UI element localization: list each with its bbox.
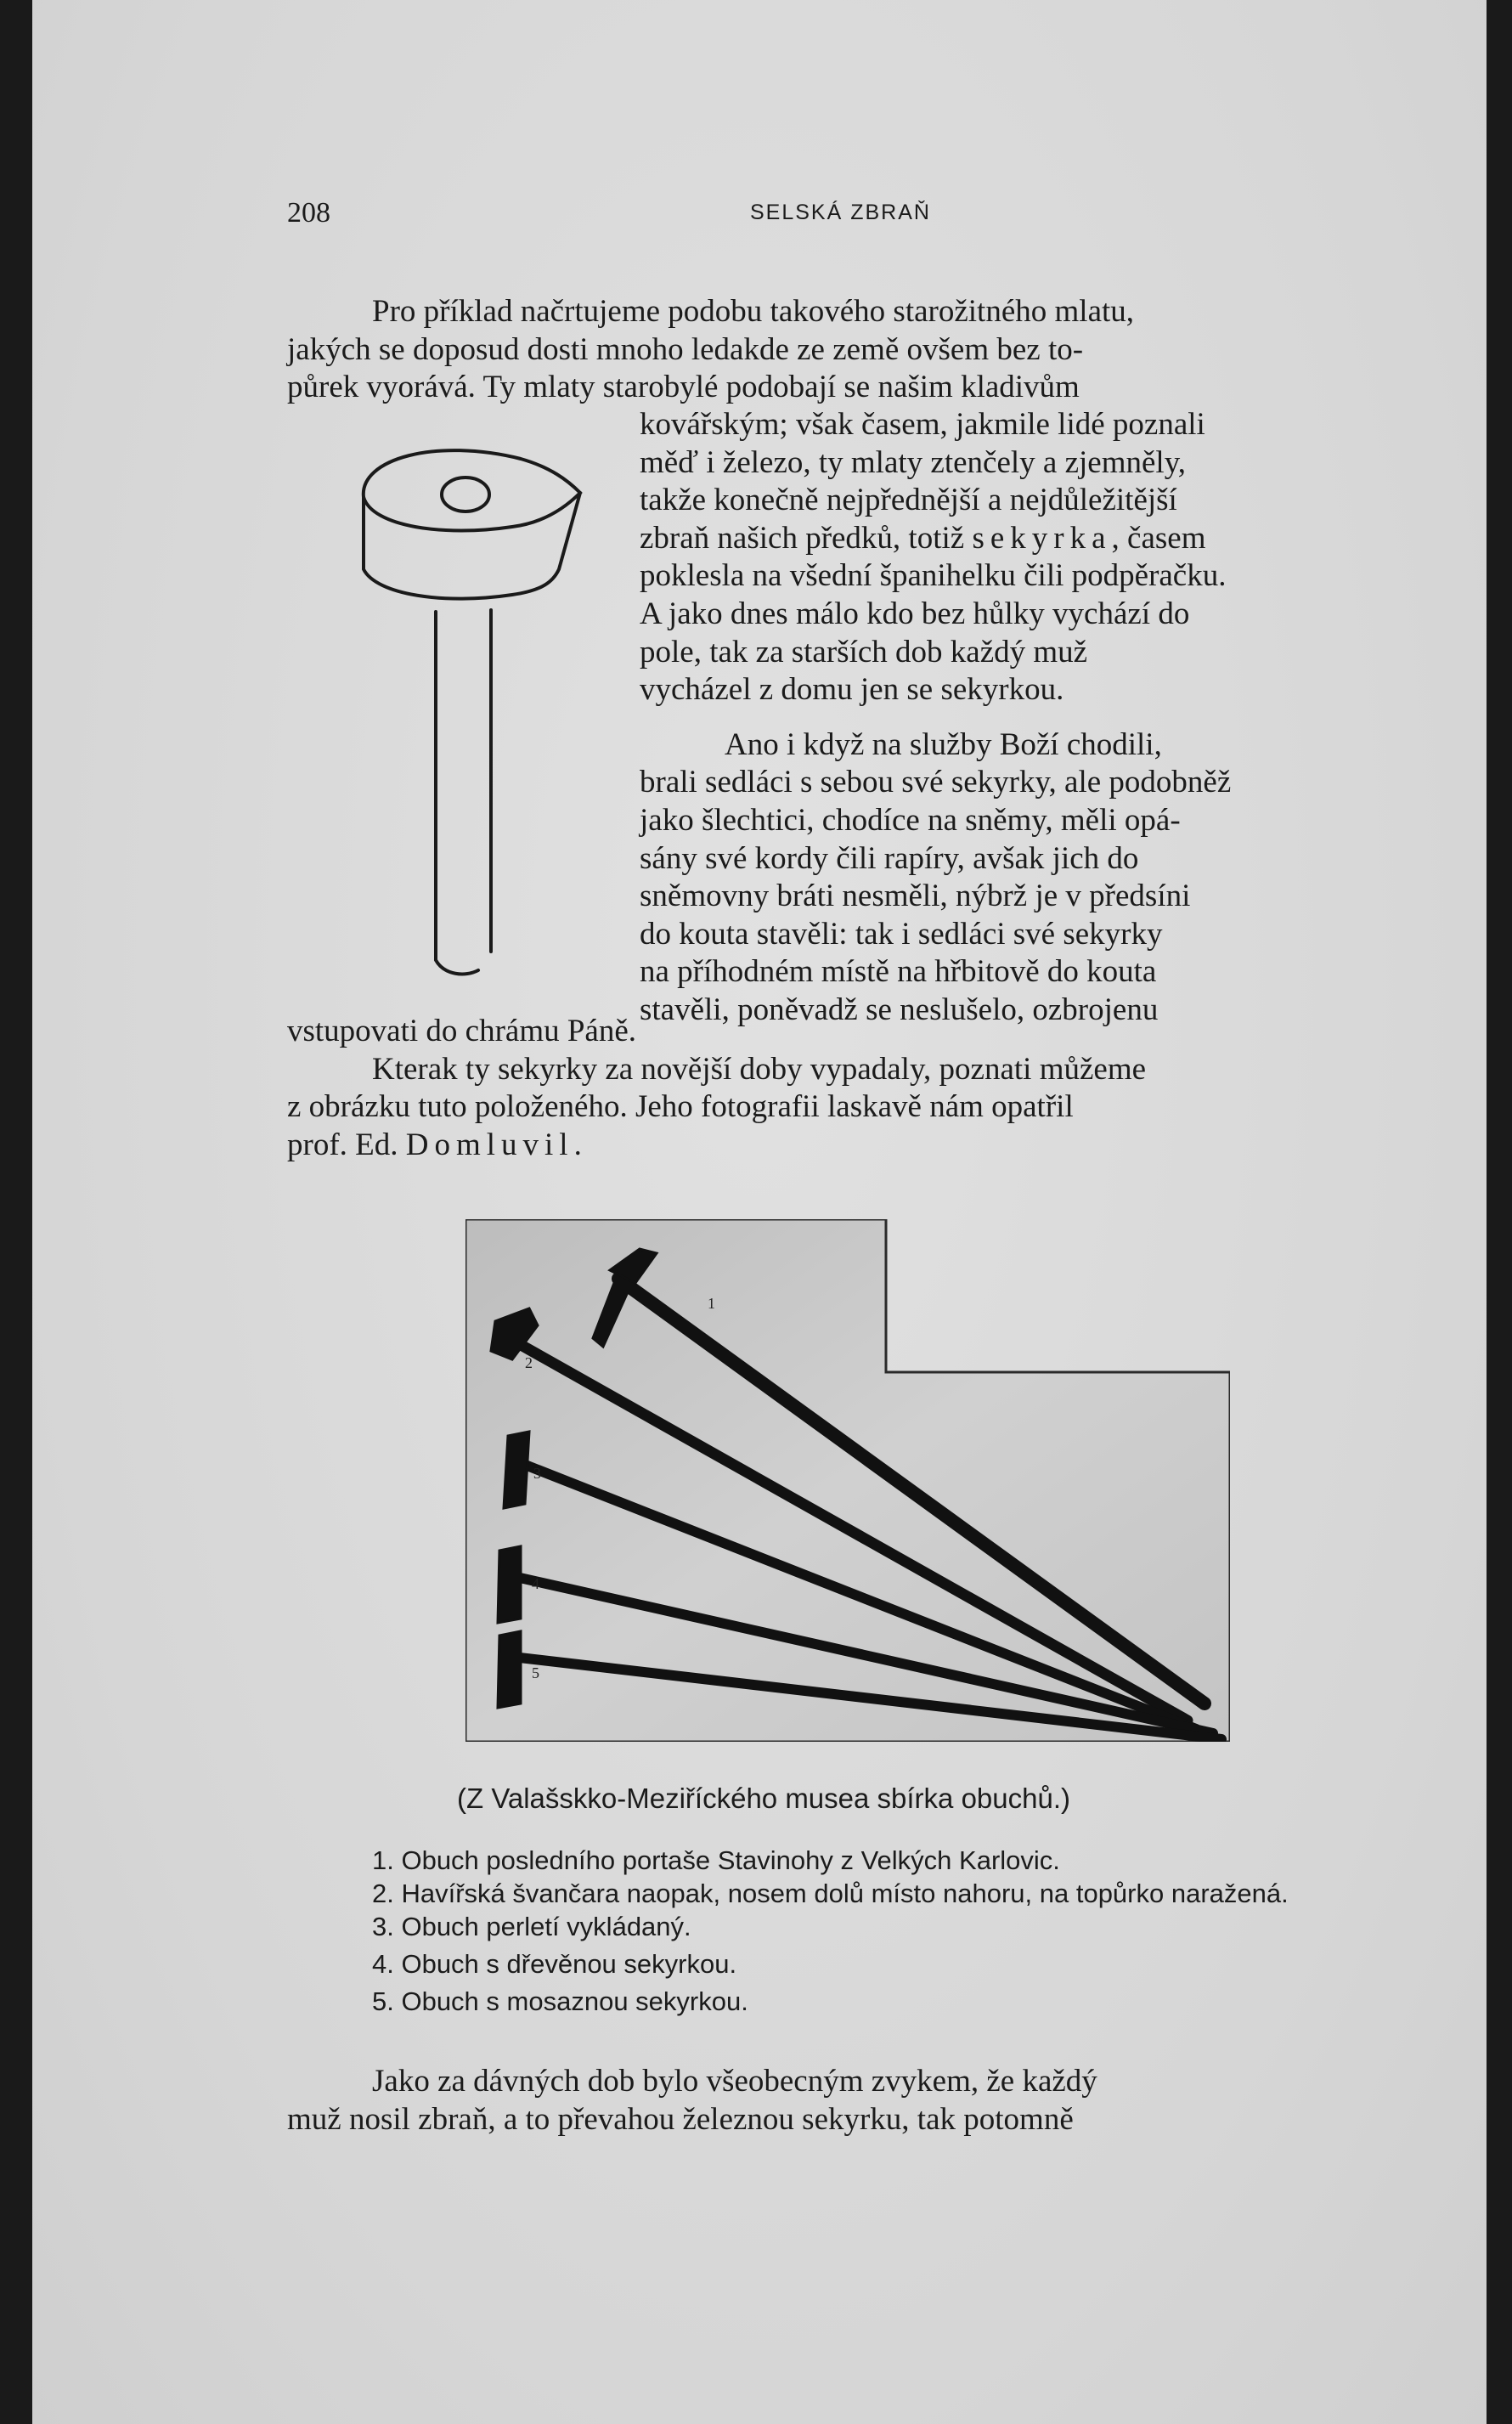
list-item: 3. Obuch perletí vykládaný.: [372, 1912, 691, 1941]
page-header: [287, 197, 1391, 240]
paragraph-1-wrap: [640, 406, 1391, 1030]
list-item: 1. Obuch posledního portaše Stavinohy z Velkých Karlovic.: [372, 1845, 1060, 1875]
text-line: poklesla na všední španihelku čili podpěračku.: [640, 558, 1227, 594]
text-line: muž nosil zbraň, a to převahou železnou sekyrku, tak potomně: [287, 2101, 1074, 2137]
text-line: na příhodném místě na hřbitově do kouta: [640, 954, 1157, 990]
text-line: jako šlechtici, chodíce na sněmy, měli opá-: [640, 802, 1181, 838]
photo-caption: (Z Valašskko-Meziříckého musea sbírka obuchů.): [457, 1783, 1070, 1814]
text-line: zbraň našich předků, totiž sekyrka, časem: [640, 520, 1206, 556]
text-line: kovářským; však časem, jakmile lidé poznali: [640, 407, 1205, 442]
photo-label-1: 1: [708, 1295, 715, 1312]
text-line: sněmovny bráti nesměli, nýbrž je v předsíni: [640, 879, 1191, 914]
text-line: půrek vyorává. Ty mlaty starobylé podobají se našim kladivům: [287, 370, 1080, 405]
text-line: pole, tak za starších dob každý muž: [640, 634, 1088, 670]
hammer-illustration: [325, 442, 606, 994]
paragraph-2-end: vstupovati do chrámu Páně. Kterak ty sekyrky za novější doby vypadaly, poznati můžeme z obrázku tuto položeného. Jeho fotografii laskavě nám opatřil prof. Ed. Domluvil.: [287, 1013, 1391, 1164]
text-line: A jako dnes málo kdo bez hůlky vychází do: [640, 596, 1190, 631]
list-item: 4. Obuch s dřevěnou sekyrkou.: [372, 1949, 737, 1979]
hammer-eye: [442, 477, 489, 511]
text-line: Kterak ty sekyrky za novější doby vypadaly, poznati můžeme: [372, 1051, 1147, 1087]
spaced-name: Domluvil: [405, 1127, 574, 1162]
hammer-handle-left: [436, 612, 478, 974]
text-line: stavěli, poněvadž se neslušelo, ozbrojenu: [640, 992, 1159, 1027]
page-number: 208: [287, 197, 330, 229]
photo-label-5: 5: [532, 1664, 539, 1681]
text-line: takže konečně nejpřednější a nejdůležitější: [640, 483, 1177, 518]
axes-photograph: [465, 1219, 1230, 1742]
final-paragraph: [287, 2063, 1391, 2139]
spaced-word: sekyrka: [972, 520, 1112, 556]
axe-5-head: [498, 1631, 521, 1708]
axe-4-head: [498, 1546, 521, 1623]
text-line: do kouta stavěli: tak i sedláci své sekyrky: [640, 916, 1163, 952]
text-line: prof. Ed.: [287, 1127, 398, 1162]
photo-label-2: 2: [525, 1354, 533, 1371]
axe-3-head: [504, 1432, 529, 1508]
paragraph-1: [287, 293, 1391, 407]
photo-label-3: 3: [533, 1465, 541, 1482]
list-item: 2. Havířská švančara naopak, nosem dolů místo nahoru, na topůrko naražená.: [372, 1879, 1289, 1908]
text-line: brali sedláci s sebou své sekyrky, ale podobněž: [640, 765, 1232, 800]
text-line: vstupovati do chrámu Páně.: [287, 1014, 637, 1048]
photo-label-4: 4: [532, 1575, 539, 1592]
text-line: z obrázku tuto položeného. Jeho fotografii laskavě nám opatřil: [287, 1089, 1074, 1125]
text-line: měď i železo, ty mlaty ztenčely a zjemněly,: [640, 444, 1187, 480]
hammer-head-top: [364, 450, 580, 530]
book-page: [32, 0, 1487, 2424]
running-title: SELSKÁ ZBRAŇ: [750, 201, 931, 224]
text-line: Pro příklad načrtujeme podobu takového starožitného mlatu,: [372, 294, 1135, 329]
list-item: 5. Obuch s mosaznou sekyrkou.: [372, 1986, 748, 2016]
text-line: vycházel z domu jen se sekyrkou.: [640, 672, 1064, 708]
text-line: sány své kordy čili rapíry, avšak jich do: [640, 840, 1139, 876]
text-line: Jako za dávných dob bylo všeobecným zvykem, že každý: [372, 2064, 1097, 2099]
hammer-head-side: [364, 493, 580, 599]
photo-legend-list: [287, 1842, 1391, 2020]
text-line: Ano i když na služby Boží chodili,: [725, 726, 1162, 762]
text-line: jakých se doposud dosti mnoho ledakde ze země ovšem bez to-: [287, 331, 1084, 367]
